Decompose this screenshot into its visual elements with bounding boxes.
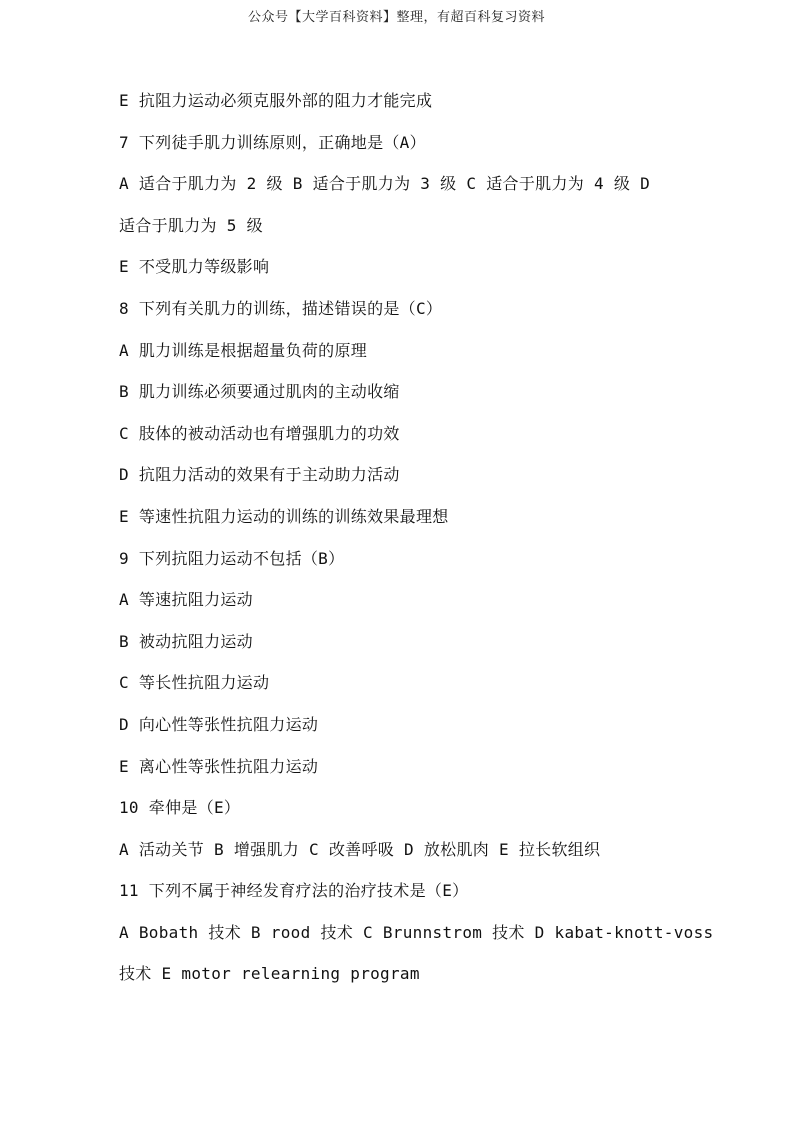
question-7-options: A 适合于肌力为 2 级 B 适合于肌力为 3 级 C 适合于肌力为 4 级 D: [119, 174, 651, 194]
document-body: [119, 87, 714, 1002]
question-7: 7 下列徒手肌力训练原则，正确地是（A）: [119, 132, 426, 152]
question-8-option-d: D 抗阻力活动的效果有于主动助力活动: [119, 465, 400, 485]
question-11-options: A Bobath 技术 B rood 技术 C Brunnstrom 技术 D kabat-knott-voss: [119, 922, 714, 942]
question-9-option-b: B 被动抗阻力运动: [119, 631, 253, 651]
question-9-option-d: D 向心性等张性抗阻力运动: [119, 714, 319, 734]
question-10-options: A 活动关节 B 增强肌力 C 改善呼吸 D 放松肌肉 E 拉长软组织: [119, 839, 601, 859]
question-7-options-cont: 适合于肌力为 5 级: [119, 215, 263, 235]
question-9: 9 下列抗阻力运动不包括（B）: [119, 548, 345, 568]
question-11: 11 下列不属于神经发育疗法的治疗技术是（E）: [119, 881, 469, 901]
question-8-option-a: A 肌力训练是根据超量负荷的原理: [119, 340, 368, 360]
text-line: E 抗阻力运动必须克服外部的阻力才能完成: [119, 91, 433, 110]
question-10: 10 牵伸是（E）: [119, 798, 241, 818]
question-11-options-cont: 技术 E motor relearning program: [119, 964, 420, 984]
question-8-option-b: B 肌力训练必须要通过肌肉的主动收缩: [119, 382, 400, 402]
page-header: 公众号【大学百科资料】整理，有超百科复习资料: [247, 10, 545, 25]
question-8: 8 下列有关肌力的训练，描述错误的是（C）: [119, 298, 443, 318]
question-7-option-e: E 不受肌力等级影响: [119, 257, 270, 277]
question-9-option-e: E 离心性等张性抗阻力运动: [119, 756, 319, 776]
question-9-option-a: A 等速抗阻力运动: [119, 590, 253, 610]
question-8-option-c: C 肢体的被动活动也有增强肌力的功效: [119, 423, 400, 443]
question-8-option-e: E 等速性抗阻力运动的训练的训练效果最理想: [119, 506, 449, 526]
question-9-option-c: C 等长性抗阻力运动: [119, 673, 270, 693]
